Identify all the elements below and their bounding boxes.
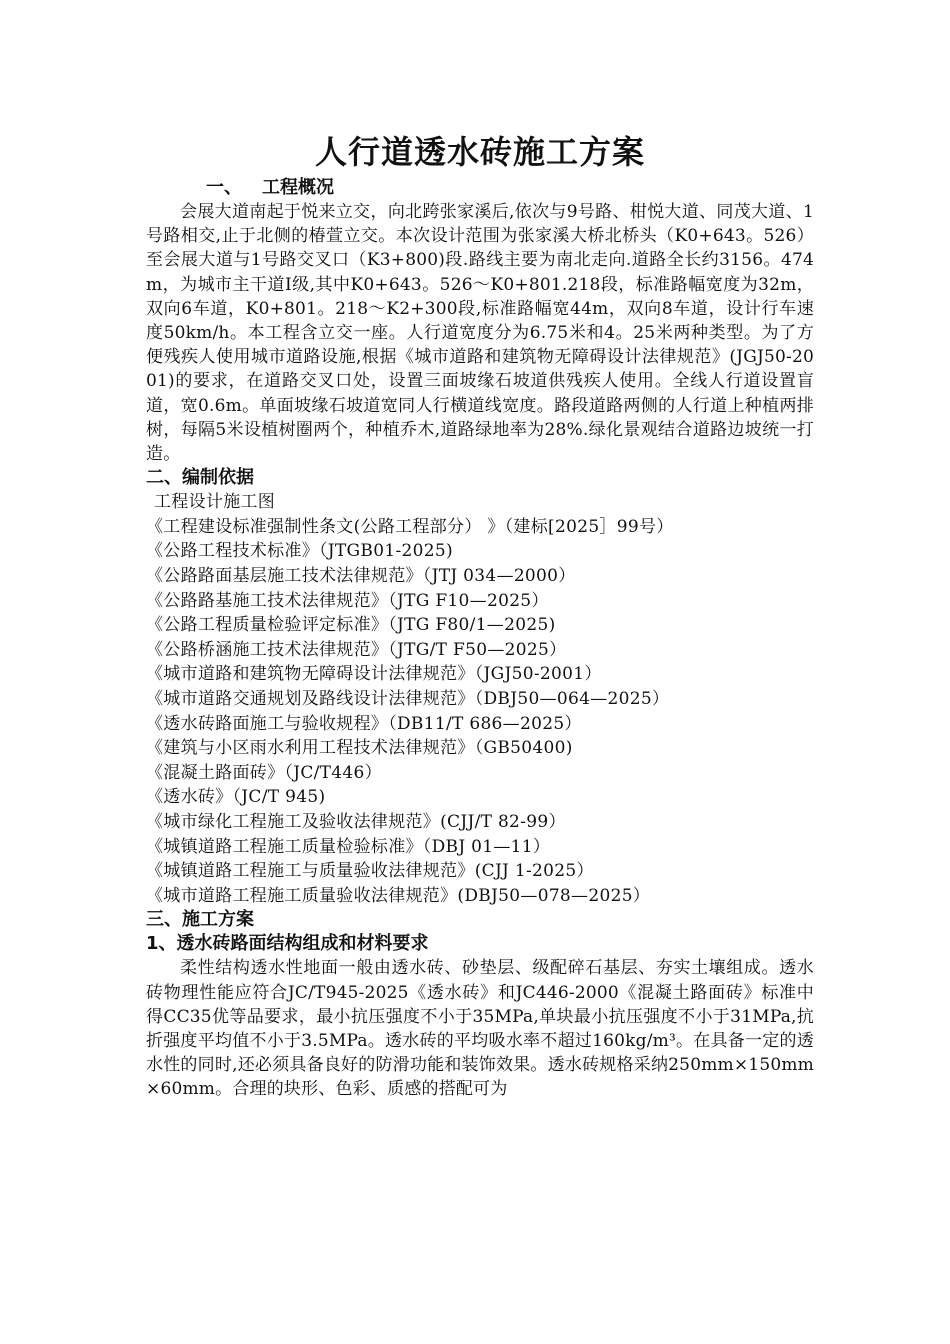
basis-item: 《城市绿化工程施工及验收法律规范》(CJJ/T 82-99） <box>146 811 566 832</box>
basis-item: 《城镇道路工程施工与质量验收法律规范》(CJJ 1-2025） <box>146 861 594 882</box>
document-content <box>146 128 814 1102</box>
basis-item: 《城市道路和建筑物无障碍设计法律规范》（JGJ50-2001） <box>146 664 602 685</box>
section-heading-plan: 三、施工方案 <box>146 909 254 931</box>
basis-item: 《建筑与小区雨水利用工程技术法律规范》（GB50400) <box>146 738 573 759</box>
section-heading-basis: 二、编制依据 <box>146 467 254 489</box>
overview-paragraph: 会展大道南起于悦来立交，向北跨张家溪后,依次与9号路、柑悦大道、同茂大道、1号路相交,止于北侧的椿萱立交。本次设计范围为张家溪大桥北桥头（K0+643。526）至会展大道与1号路交叉口（K3+800)段.路线主要为南北走向.道路全长约3156。474m，为城市主干道Ⅰ级,其中K0+643。526～K0+801.218段，标准路幅宽度为32m，双向6车道，K0+801。218～K2+300段,标准路幅宽44m，双向8车道，设计行车速度50km/h。本工程含立交一座。人行道宽度分为6.75米和4。25米两种类型。为了方便残疾人使用城市道路设施,根据《城市道路和建筑物无障碍设计法律规范》(JGJ50-2001)的要求，在道路交叉口处，设置三面坡缘石坡道供残疾人使用。全线人行道设置盲道，宽0.6m。单面坡缘石坡道宽同人行横道线宽度。路段道路两侧的人行道上种植两排树，每隔5米设植树圈两个，种植乔木,道路绿地率为28%.绿化景观结合道路边坡统一打造。 <box>146 202 814 465</box>
basis-item: 《混凝土路面砖》（JC/T446） <box>146 762 382 783</box>
basis-item: 《城镇道路工程施工质量检验标准》（DBJ 01—11） <box>146 836 551 857</box>
basis-item: 《透水砖路面施工与验收规程》（DB11/T 686—2025） <box>146 713 582 734</box>
basis-item: 《城市道路交通规划及路线设计法律规范》（DBJ50—064—2025） <box>146 688 670 709</box>
basis-item: 《公路桥涵施工技术法律规范》（JTG/T F50—2025） <box>146 639 567 660</box>
page-title: 人行道透水砖施工方案 <box>314 133 645 171</box>
basis-item: 《城市道路工程施工质量验收法律规范》(DBJ50—078—2025） <box>146 885 651 906</box>
basis-item: 《公路工程质量检验评定标准》（JTG F80/1—2025) <box>146 615 556 636</box>
structure-paragraph: 柔性结构透水性地面一般由透水砖、砂垫层、级配碎石基层、夯实土壤组成。透水砖物理性能应符合JC/T945-2025《透水砖》和JC446-2000《混凝土路面砖》标准中得CC35优等品要求，最小抗压强度不小于35MPa,单块最小抗压强度不小于31MPa,抗折强度平均值不小于3.5MPa。透水砖的平均吸水率不超过160kg/m³。在具备一定的透水性的同时,还必须具备良好的防滑功能和装饰效果。透水砖规格采纳250mm×150mm×60mm。合理的块形、色彩、质感的搭配可为 <box>146 958 814 1100</box>
basis-item: 《公路工程技术标准》（JTGB01-2025) <box>146 541 453 562</box>
basis-item: 《公路路基施工技术法律规范》（JTG F10—2025） <box>146 590 549 611</box>
section-number: 一、 <box>206 177 242 198</box>
basis-item: 《公路路面基层施工技术法律规范》（JTJ 034—2000） <box>146 566 576 587</box>
basis-item: 《工程建设标准强制性条文(公路工程部分） 》（建标[2025］99号） <box>146 516 674 537</box>
basis-item: 工程设计施工图 <box>154 492 276 513</box>
basis-item: 《透水砖》（JC/T 945) <box>146 787 326 808</box>
subsection-heading-structure: 1、透水砖路面结构组成和材料要求 <box>146 933 429 955</box>
section-heading-overview <box>146 176 814 200</box>
section-heading-text: 工程概况 <box>262 177 334 198</box>
